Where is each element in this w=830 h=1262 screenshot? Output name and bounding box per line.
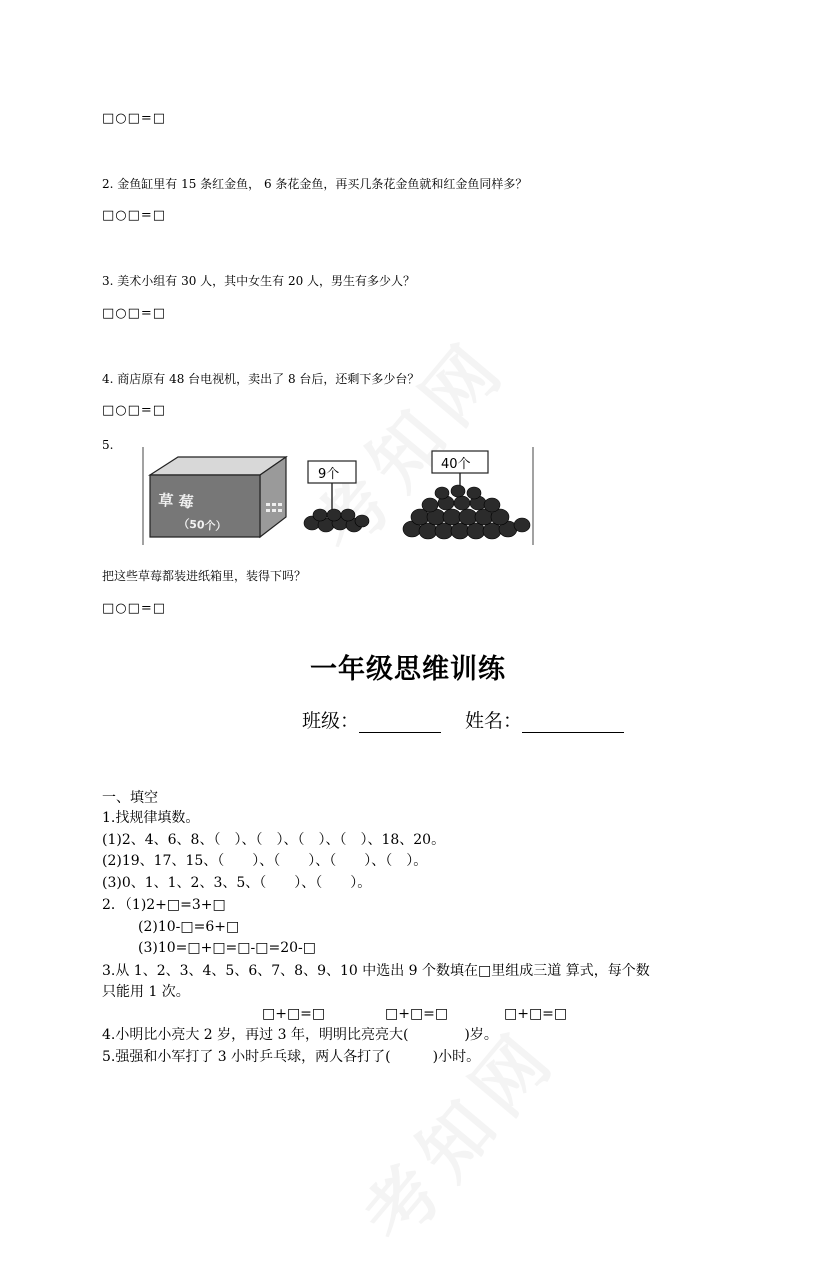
fill-line-1: 1.找规律填数。 — [102, 810, 200, 826]
fill-line-10: 4.小明比小亮大 2 岁，再过 3 年，明明比亮亮大( )岁。 — [102, 1027, 498, 1043]
section-heading: 一、填空 — [102, 790, 158, 806]
fill-line-9: 只能用 1 次。 — [102, 984, 190, 1000]
equation-blank-1: □○□=□ — [102, 111, 167, 126]
strawberry-illustration-svg — [142, 445, 534, 547]
question-3: 3. 美术小组有 30 人，其中女生有 20 人，男生有多少人？ — [102, 274, 416, 288]
box-count-text: （50个） — [177, 517, 227, 534]
equation-blank-3: □○□=□ — [102, 306, 167, 321]
fill-line-7: (3)10=□+□=□-□=20-□ — [138, 940, 316, 956]
class-label: 班级： — [302, 710, 360, 732]
box-label-text: 草 莓 — [157, 491, 195, 512]
equation-blank-4: □○□=□ — [102, 403, 167, 418]
fill-line-4: (3)0、1、1、2、3、5、（ ）、（ ）。 — [102, 875, 372, 891]
equation-blank-2: □○□=□ — [102, 208, 167, 223]
big-pile-sign-text: 40个 — [441, 457, 471, 472]
strawberry-illustration — [142, 445, 534, 547]
fill-line-11: 5.强强和小军打了 3 小时乒乓球，两人各打了( )小时。 — [102, 1049, 481, 1065]
fill-line-6: (2)10-□=6+□ — [138, 919, 240, 935]
fill-line-2: (1)2、4、6、8、（ ）、（ ）、（ ）、（ ）、18、20。 — [102, 832, 446, 848]
fill-equation-a: □+□=□ — [262, 1006, 326, 1022]
small-pile-sign-text: 9个 — [318, 467, 340, 482]
fill-line-8: 3.从 1、2、3、4、5、6、7、8、9、10 中选出 9 个数填在□里组成三道 算式，每个数 — [102, 963, 650, 979]
name-label: 姓名： — [465, 710, 523, 732]
worksheet-title: 一年级思维训练 — [310, 654, 506, 685]
question-5-text: 把这些草莓都装进纸箱里，装得下吗？ — [102, 569, 307, 583]
equation-blank-5: □○□=□ — [102, 601, 167, 616]
fill-line-3: (2)19、17、15、（ ）、（ ）、（ ）、（ ）。 — [102, 853, 428, 869]
question-5-number: 5. — [102, 438, 114, 452]
question-2: 2. 金鱼缸里有 15 条红金鱼， 6 条花金鱼，再买几条花金鱼就和红金鱼同样多？ — [102, 177, 528, 191]
fill-equation-b: □+□=□ — [385, 1006, 449, 1022]
fill-equation-c: □+□=□ — [504, 1006, 568, 1022]
class-blank[interactable] — [359, 710, 441, 733]
name-blank[interactable] — [522, 710, 624, 733]
fill-line-5: 2．（1)2+□=3+□ — [102, 897, 226, 913]
question-4: 4. 商店原有 48 台电视机，卖出了 8 台后，还剩下多少台？ — [102, 372, 420, 386]
class-name-line — [302, 706, 624, 733]
